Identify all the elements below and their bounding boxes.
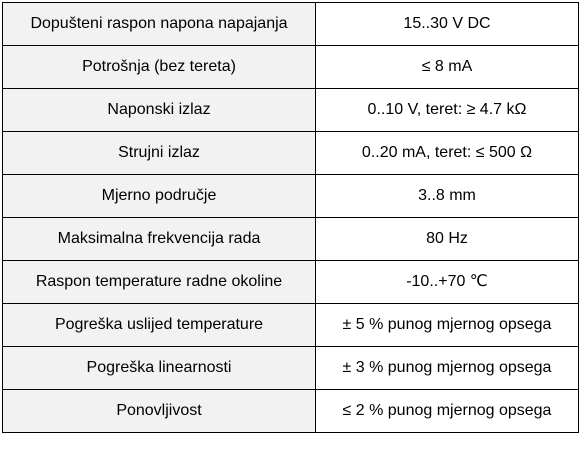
parameter-cell: Mjerno područje [3,175,316,218]
table-row [3,347,579,390]
parameter-cell: Dopušteni raspon napona napajanja [3,3,316,46]
table-row [3,46,579,89]
table-row [3,89,579,132]
table-row [3,3,579,46]
table-row [3,132,579,175]
parameter-cell: Ponovljivost [3,390,316,433]
value-cell: ≤ 8 mA [316,46,579,89]
parameter-cell: Pogreška uslijed temperature [3,304,316,347]
table-row [3,304,579,347]
parameter-cell: Strujni izlaz [3,132,316,175]
parameter-cell: Maksimalna frekvencija rada [3,218,316,261]
table-row [3,218,579,261]
parameter-cell: Raspon temperature radne okoline [3,261,316,304]
value-cell: ± 5 % punog mjernog opsega [316,304,579,347]
value-cell: 0..20 mA, teret: ≤ 500 Ω [316,132,579,175]
parameter-cell: Pogreška linearnosti [3,347,316,390]
table-row [3,390,579,433]
value-cell: 80 Hz [316,218,579,261]
specification-table [2,2,579,433]
value-cell: 3..8 mm [316,175,579,218]
table-row [3,175,579,218]
value-cell: -10..+70 ℃ [316,261,579,304]
parameter-cell: Potrošnja (bez tereta) [3,46,316,89]
value-cell: 0..10 V, teret: ≥ 4.7 kΩ [316,89,579,132]
value-cell: ± 3 % punog mjernog opsega [316,347,579,390]
value-cell: 15..30 V DC [316,3,579,46]
value-cell: ≤ 2 % punog mjernog opsega [316,390,579,433]
table-row [3,261,579,304]
parameter-cell: Naponski izlaz [3,89,316,132]
